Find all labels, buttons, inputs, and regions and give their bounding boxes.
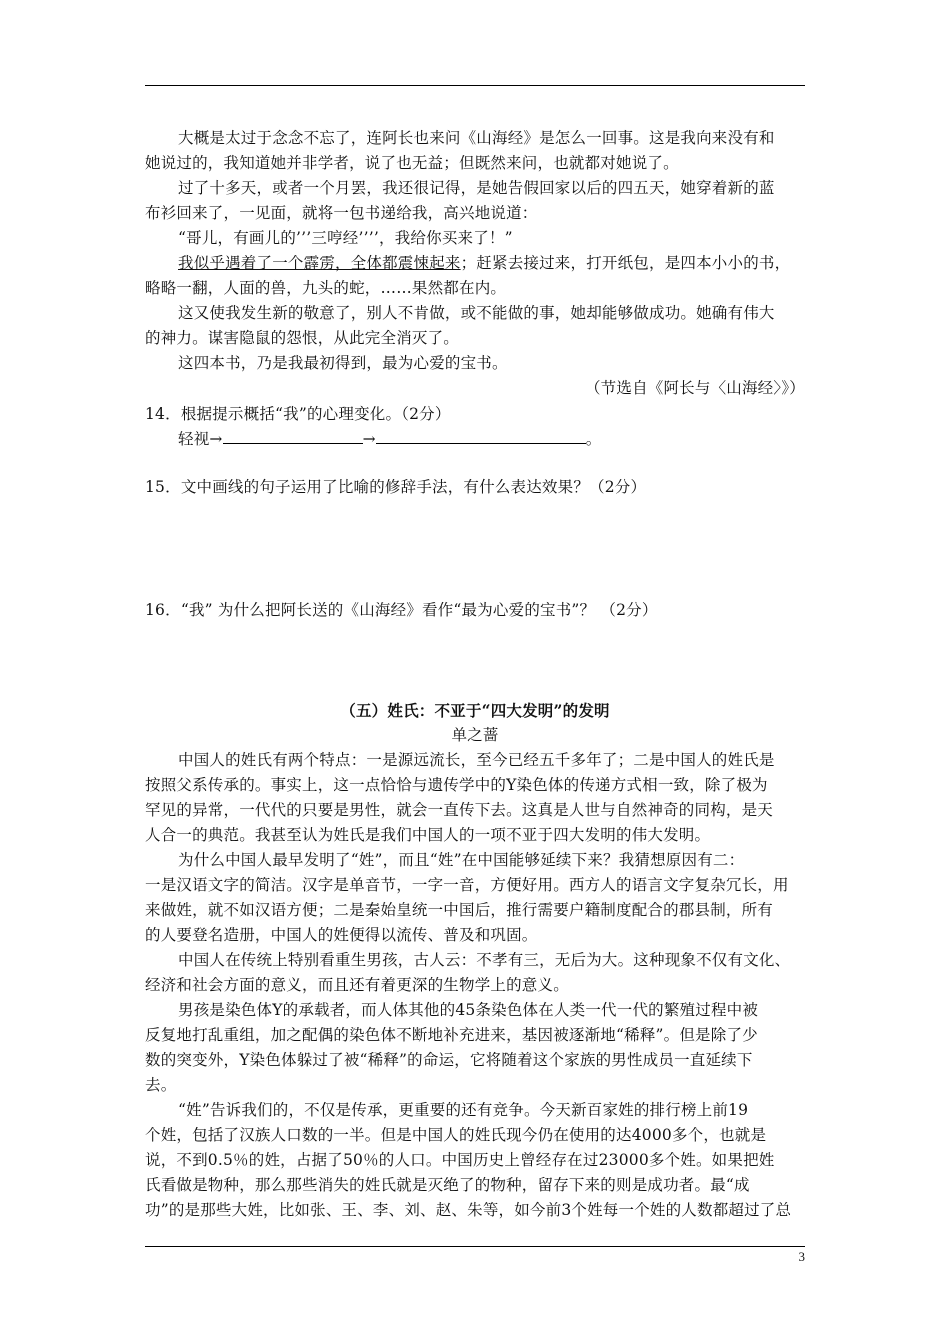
underlined-sentence: 我似乎遇着了一个霹雳，全体都震悚起来 — [178, 254, 461, 272]
paragraph-line: 一是汉语文字的简洁。汉字是单音节，一字一音，方便好用。西方人的语言文字复杂冗长，用 — [145, 876, 789, 894]
paragraph-line: 中国人的姓氏有两个特点：一是源远流长，至今已经五千多年了；二是中国人的姓氏是 — [178, 751, 775, 769]
answer-line-14 — [178, 429, 805, 449]
paragraph-line: 略略一翻，人面的兽，九头的蛇，……果然都在内。 — [145, 279, 507, 297]
paragraph-line: 罕见的异常，一代代的只要是男性，就会一直传下去。这真是人世与自然神奇的同构，是天 — [145, 801, 774, 819]
answer-blank[interactable] — [376, 429, 586, 444]
question-16: 16．“我” 为什么把阿长送的《山海经》看作“最为心爱的宝书”？ （2分） — [145, 601, 658, 619]
header-rule — [145, 85, 805, 86]
paragraph-line: 过了十多天，或者一个月罢，我还很记得，是她告假回家以后的四五天，她穿着新的蓝 — [178, 179, 775, 197]
paragraph-line: 人合一的典范。我甚至认为姓氏是我们中国人的一项不亚于四大发明的伟大发明。 — [145, 826, 711, 844]
paragraph-line: 男孩是染色体Y的承载者，而人体其他的45条染色体在人类一代一代的繁殖过程中被 — [178, 1001, 759, 1019]
answer-start-word: 轻视 — [178, 430, 210, 448]
source-citation: （节选自《阿长与〈山海经〉》） — [584, 379, 805, 397]
paragraph-line: 功”的是那些大姓，比如张、王、李、刘、赵、朱等，如今前3个姓每一个姓的人数都超过了总 — [145, 1201, 792, 1219]
answer-end-mark: 。 — [585, 430, 602, 448]
paragraph-line: 大概是太过于念念不忘了，连阿长也来问《山海经》是怎么一回事。这是我向来没有和 — [178, 129, 775, 147]
paragraph-line: 经济和社会方面的意义，而且还有着更深的生物学上的意义。 — [145, 976, 569, 994]
section-title: （五）姓氏：不亚于“四大发明”的发明 — [340, 701, 610, 720]
paragraph-line: 去。 — [145, 1076, 177, 1094]
paragraph-line: 这四本书，乃是我最初得到，最为心爱的宝书。 — [178, 354, 508, 372]
paragraph-line: 为什么中国人最早发明了“姓”，而且“姓”在中国能够延续下来？我猜想原因有二： — [178, 851, 745, 869]
paragraph-line: 布衫回来了，一见面，就将一包书递给我，高兴地说道： — [145, 204, 538, 222]
dialogue-line: “哥儿，有画儿的’’’三哼经’’’’，我给你买来了！” — [178, 229, 513, 247]
paragraph-line: 个姓，包括了汉族人口数的一半。但是中国人的姓氏现今仍在使用的达4000多个，也就是 — [145, 1126, 767, 1144]
footer-rule — [145, 1246, 805, 1247]
paragraph-line: 这又使我发生新的敬意了，别人不肯做，或不能做的事，她却能够做成功。她确有伟大 — [178, 304, 775, 322]
paragraph-line: 说，不到0.5％的姓，占据了50％的人口。中国历史上曾经存在过23000多个姓。如果把姓 — [145, 1151, 775, 1169]
paragraph-line: 反复地打乱重组，加之配偶的染色体不断地补充进来，基因被逐渐地“稀释”。但是除了少 — [145, 1026, 758, 1044]
paragraph-line: 来做姓，就不如汉语方便；二是秦始皇统一中国后，推行需要户籍制度配合的郡县制，所有 — [145, 901, 774, 919]
paragraph-line: 数的突变外，Y染色体躲过了被“稀释”的命运，它将随着这个家族的男性成员一直延续下 — [145, 1051, 753, 1069]
paragraph-line: 的神力。谋害隐鼠的怨恨，从此完全消灭了。 — [145, 329, 460, 347]
arrow-icon: → — [209, 430, 223, 448]
arrow-icon: → — [362, 430, 376, 448]
answer-blank[interactable] — [223, 429, 363, 444]
paragraph-line: “姓”告诉我们的，不仅是传承，更重要的还有竞争。今天新百家姓的排行榜上前19 — [178, 1101, 749, 1119]
question-15: 15．文中画线的句子运用了比喻的修辞手法，有什么表达效果？（2分） — [145, 478, 647, 496]
page-number: 3 — [798, 1249, 805, 1264]
paragraph-line: 她说过的，我知道她并非学者，说了也无益；但既然来问，也就都对她说了。 — [145, 154, 679, 172]
paragraph-line: 的人要登名造册，中国人的姓便得以流传、普及和巩固。 — [145, 926, 538, 944]
author-name: 单之蔷 — [451, 726, 499, 744]
paragraph-line: 按照父系传承的。事实上，这一点恰恰与遗传学中的Y染色体的传递方式相一致，除了极为 — [145, 776, 768, 794]
question-14: 14．根据提示概括“我”的心理变化。（2分） — [145, 405, 451, 423]
paragraph-line: 氏看做是物种，那么那些消失的姓氏就是灭绝了的物种，留存下来的则是成功者。最“成 — [145, 1176, 750, 1194]
paragraph-line-rest: ；赶紧去接过来，打开纸包，是四本小小的书， — [460, 254, 791, 272]
paragraph-line: 中国人在传统上特别看重生男孩，古人云：不孝有三，无后为大。这种现象不仅有文化、 — [178, 951, 791, 969]
paragraph-line — [178, 253, 805, 273]
